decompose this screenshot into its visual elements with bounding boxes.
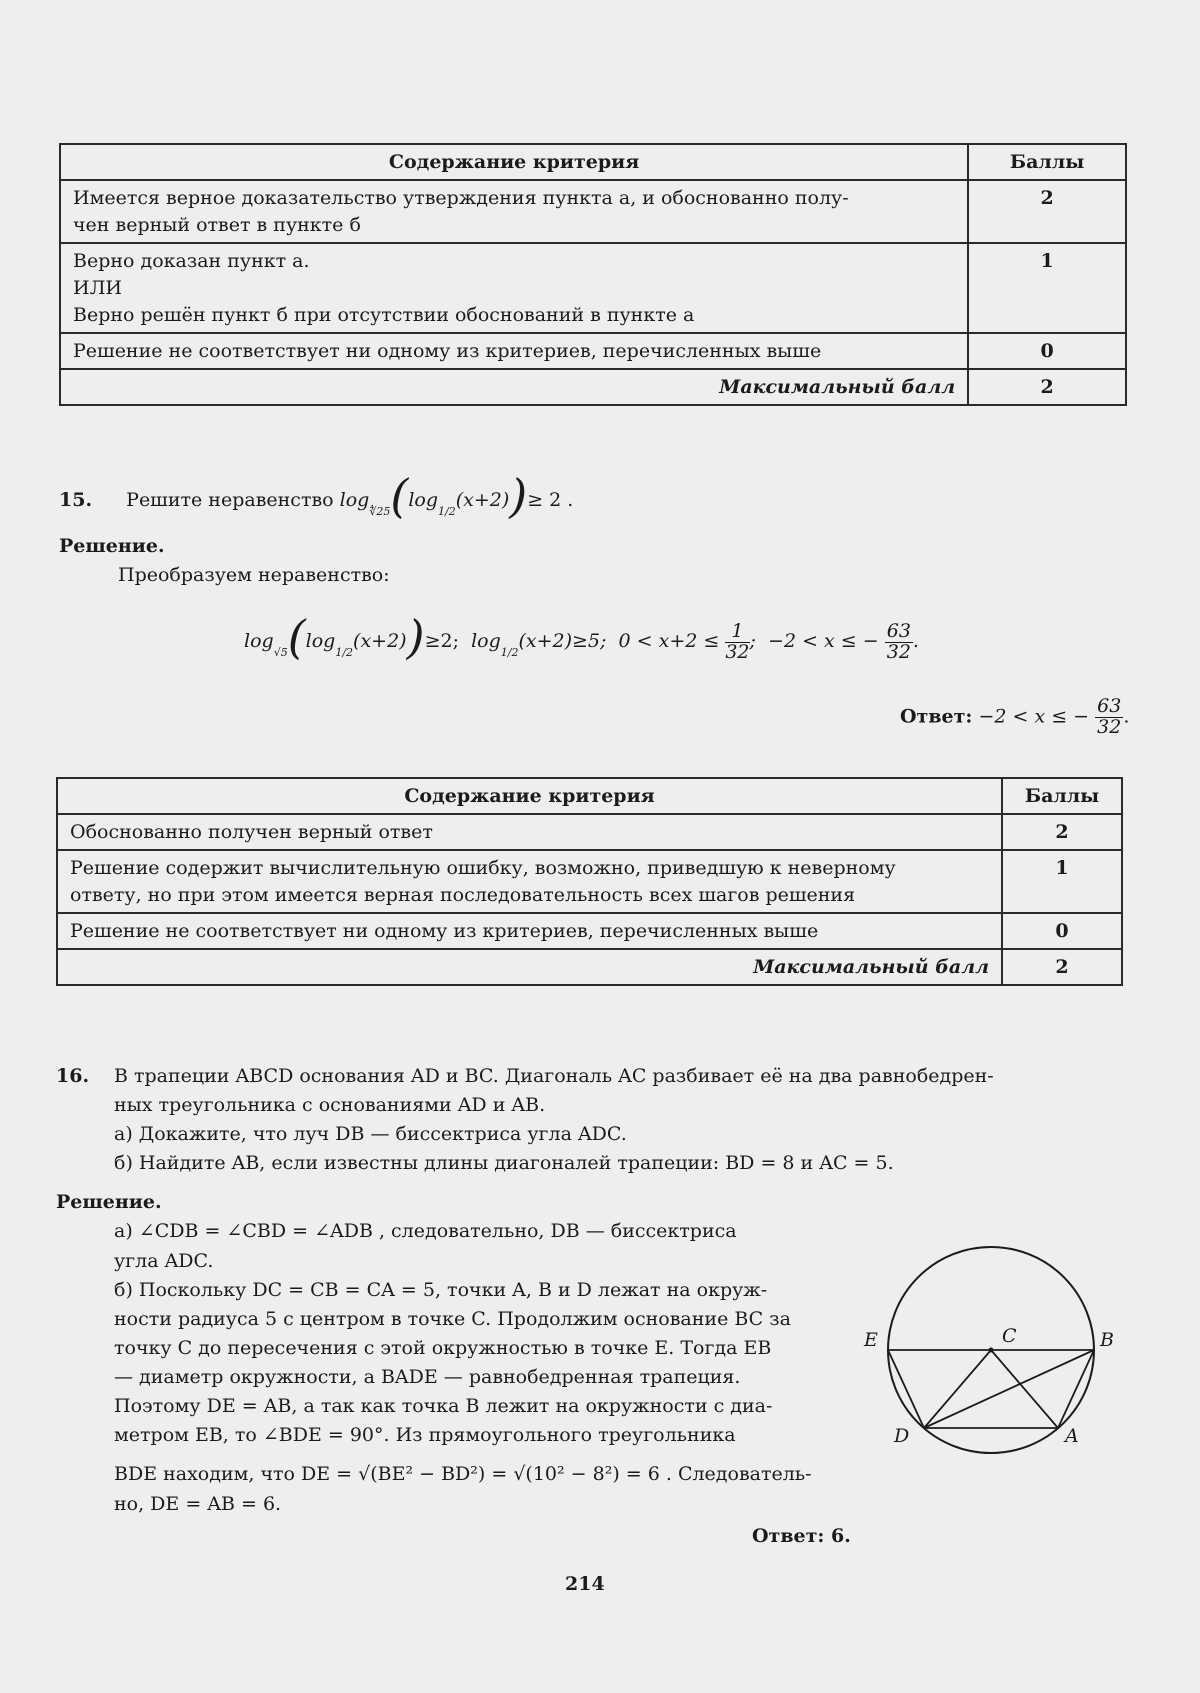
points-cell: 1: [968, 243, 1126, 333]
solution-label: Решение.: [59, 535, 165, 557]
max-score-row: [60, 369, 1126, 405]
solution-line: точку C до пересечения с этой окружностью в точке E. Тогда EB: [114, 1337, 772, 1359]
solution-label: Решение.: [56, 1191, 162, 1213]
page-number: 214: [565, 1573, 605, 1595]
solution-line: Поэтому DE = AB, а так как точка B лежит на окружности с диа-: [114, 1395, 773, 1417]
center-point-C: [989, 1348, 994, 1353]
task-15-statement: [59, 463, 574, 523]
fraction: $\frac{63}{32}$: [1097, 695, 1122, 738]
task-15-answer: Ответ: −2 < x ≤ − $\frac{63}{32}$ .: [900, 695, 1130, 738]
label-A: A: [1065, 1425, 1079, 1447]
points-cell: 0: [1002, 913, 1122, 949]
label-E: E: [864, 1329, 878, 1351]
points-header: Баллы: [968, 144, 1126, 180]
table-row: [60, 180, 1126, 243]
criterion-header: Содержание критерия: [57, 778, 1002, 814]
criterion-cell: Верно доказан пункт а. ИЛИ Верно решён пункт б при отсутствии обоснований в пункте а: [60, 243, 968, 333]
trapezoid-circle-figure: [860, 1238, 1122, 1463]
task-statement: Решите неравенство: [126, 489, 334, 511]
criterion-cell: Имеется верное доказательство утверждения пункта а, и обоснованно полу- чен верный ответ в пункте б: [60, 180, 968, 243]
criterion-cell: Обоснованно получен верный ответ: [57, 814, 1002, 850]
solution-line: ности радиуса 5 с центром в точке C. Продолжим основание BC за: [114, 1308, 791, 1330]
solution-line: BDE находим, что DE = √(BE² − BD²) = √(10² − 8²) = 6 . Следователь-: [114, 1463, 812, 1485]
solution-line: угла ADC.: [114, 1250, 214, 1272]
points-cell: 2: [1002, 814, 1122, 850]
table-header-row: [60, 144, 1126, 180]
max-score-value: 2: [968, 369, 1126, 405]
task-number: 15.: [59, 489, 93, 511]
task-16-line: б) Найдите AB, если известны длины диагоналей трапеции: BD = 8 и AC = 5.: [114, 1152, 894, 1174]
label-D: D: [894, 1425, 910, 1447]
solution-line: метром EB, то ∠BDE = 90°. Из прямоугольного треугольника: [114, 1424, 736, 1446]
task-number: 16.: [56, 1065, 90, 1087]
criterion-cell: Решение не соответствует ни одному из критериев, перечисленных выше: [60, 333, 968, 369]
criterion-header: Содержание критерия: [60, 144, 968, 180]
label-B: B: [1100, 1329, 1114, 1351]
segment-DC: [924, 1350, 991, 1428]
task-16-line: ных треугольника с основаниями AD и AB.: [114, 1094, 546, 1116]
table-row: [60, 243, 1126, 333]
solution-steps: $\log_{√5}(\log_{1/2}(x+2))\ge 2$; $\log_{1/2}(x+2)\ge 5$; 0 < x+2 ≤ $\frac{1}{32}$ ; −2 < x ≤ − $\frac{63}{32}$ .: [244, 610, 919, 664]
table-row: [60, 333, 1126, 369]
transform-text: Преобразуем неравенство:: [118, 564, 390, 586]
task-16-line: а) Докажите, что луч DB — биссектриса угла ADC.: [114, 1123, 627, 1145]
solution-line: б) Поскольку DC = CB = CA = 5, точки A, B и D лежат на окруж-: [114, 1279, 768, 1301]
task-16-line: В трапеции ABCD основания AD и BC. Диагональ AC разбивает её на два равнобедрен-: [114, 1065, 994, 1087]
max-score-value: 2: [1002, 949, 1122, 985]
max-score-label: Максимальный балл: [60, 369, 968, 405]
log-expression: $\log_{∜25}(\log_{1/2}(x+2))\ge 2$ .: [339, 469, 574, 523]
diagonal-DB: [924, 1350, 1094, 1428]
solution-line: — диаметр окружности, а BADE — равнобедренная трапеция.: [114, 1366, 741, 1388]
criteria-table-1: [59, 143, 1127, 406]
table-row: [57, 850, 1122, 913]
criterion-cell: Решение содержит вычислительную ошибку, возможно, приведшую к неверному ответу, но при этом имеется верная последовательность всех шагов решения: [57, 850, 1002, 913]
segment-ED: [888, 1350, 924, 1428]
points-cell: 2: [968, 180, 1126, 243]
segment-AB: [1058, 1350, 1094, 1428]
points-header: Баллы: [1002, 778, 1122, 814]
solution-line: а) ∠CDB = ∠CBD = ∠ADB , следовательно, DB — биссектриса: [114, 1220, 737, 1242]
fraction: $\frac{1}{32}$: [725, 619, 750, 663]
criteria-table-2: [56, 777, 1123, 986]
criterion-cell: Решение не соответствует ни одному из критериев, перечисленных выше: [57, 913, 1002, 949]
table-row: [57, 814, 1122, 850]
points-cell: 1: [1002, 850, 1122, 913]
segment-CA: [991, 1350, 1058, 1428]
points-cell: 0: [968, 333, 1126, 369]
label-C: C: [1002, 1325, 1017, 1347]
solution-line: но, DE = AB = 6.: [114, 1493, 282, 1515]
max-score-row: [57, 949, 1122, 985]
fraction: $\frac{63}{32}$: [886, 619, 911, 663]
max-score-label: Максимальный балл: [57, 949, 1002, 985]
table-header-row: [57, 778, 1122, 814]
task-16-answer: Ответ: 6.: [752, 1525, 851, 1547]
table-row: [57, 913, 1122, 949]
